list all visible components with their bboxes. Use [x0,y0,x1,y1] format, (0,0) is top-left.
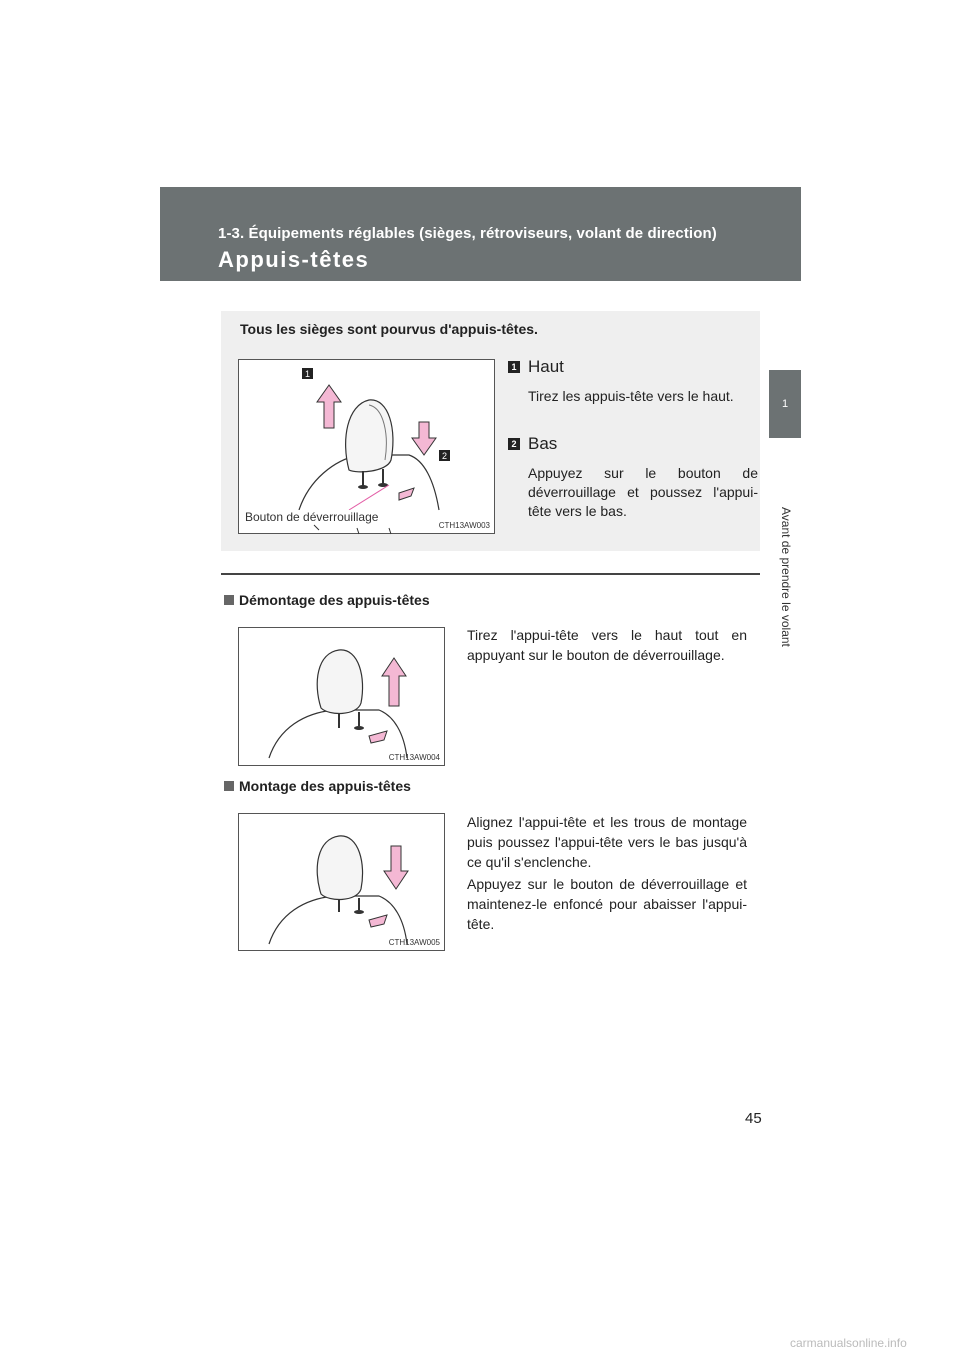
removal-heading: Démontage des appuis-têtes [224,592,430,608]
removal-illustration [239,628,446,767]
removal-figure [238,627,445,766]
step-description: Appuyez sur le bouton de déverrouillage et poussez l'appui-tête vers le bas. [528,465,758,519]
chapter-tab: 1 [769,370,801,438]
step-label: Bas [528,434,558,453]
intro-lead: Tous les sièges sont pourvus d'appuis-têtes. [240,321,538,337]
step-number-badge: 2 [508,438,520,450]
step-label: Haut [528,357,564,376]
figure-code: CTH13AW004 [388,753,440,762]
bullet-square-icon [224,781,234,791]
figure-code: CTH13AW003 [438,521,490,530]
bullet-square-icon [224,595,234,605]
install-text-2: Appuyez sur le bouton de déverrouillage et maintenez-le enfoncé pour abaisser l'appui-tête. [467,876,747,932]
section-title: 1-3. Équipements réglables (sièges, rétroviseurs, volant de direction) [218,225,717,242]
install-figure [238,813,445,951]
svg-text:1: 1 [304,369,311,379]
release-button-callout: Bouton de déverrouillage [245,510,379,524]
headrest-adjust-figure [238,359,495,534]
install-text-1: Alignez l'appui-tête et les trous de montage puis poussez l'appui-tête vers le bas jusqu'à ce qu'il s'enclenche. [467,814,747,870]
svg-text:2: 2 [441,451,448,461]
chapter-header [160,187,801,281]
figure-code: CTH13AW005 [388,938,440,947]
step-2 [508,434,758,521]
headrest-adjust-illustration [239,360,496,535]
install-illustration [239,814,446,952]
step-description: Tirez les appuis-tête vers le haut. [528,388,734,404]
step-number-badge: 1 [508,361,520,373]
removal-text: Tirez l'appui-tête vers le haut tout en appuyant sur le bouton de déverrouillage. [467,627,747,663]
chapter-tab-label: Avant de prendre le volant [779,507,793,647]
step-1 [508,357,758,406]
install-heading: Montage des appuis-têtes [224,778,411,794]
page-title: Appuis-têtes [218,247,370,272]
section-divider [221,573,760,575]
page-number: 45 [745,1110,762,1127]
watermark: carmanualsonline.info [790,1336,907,1350]
